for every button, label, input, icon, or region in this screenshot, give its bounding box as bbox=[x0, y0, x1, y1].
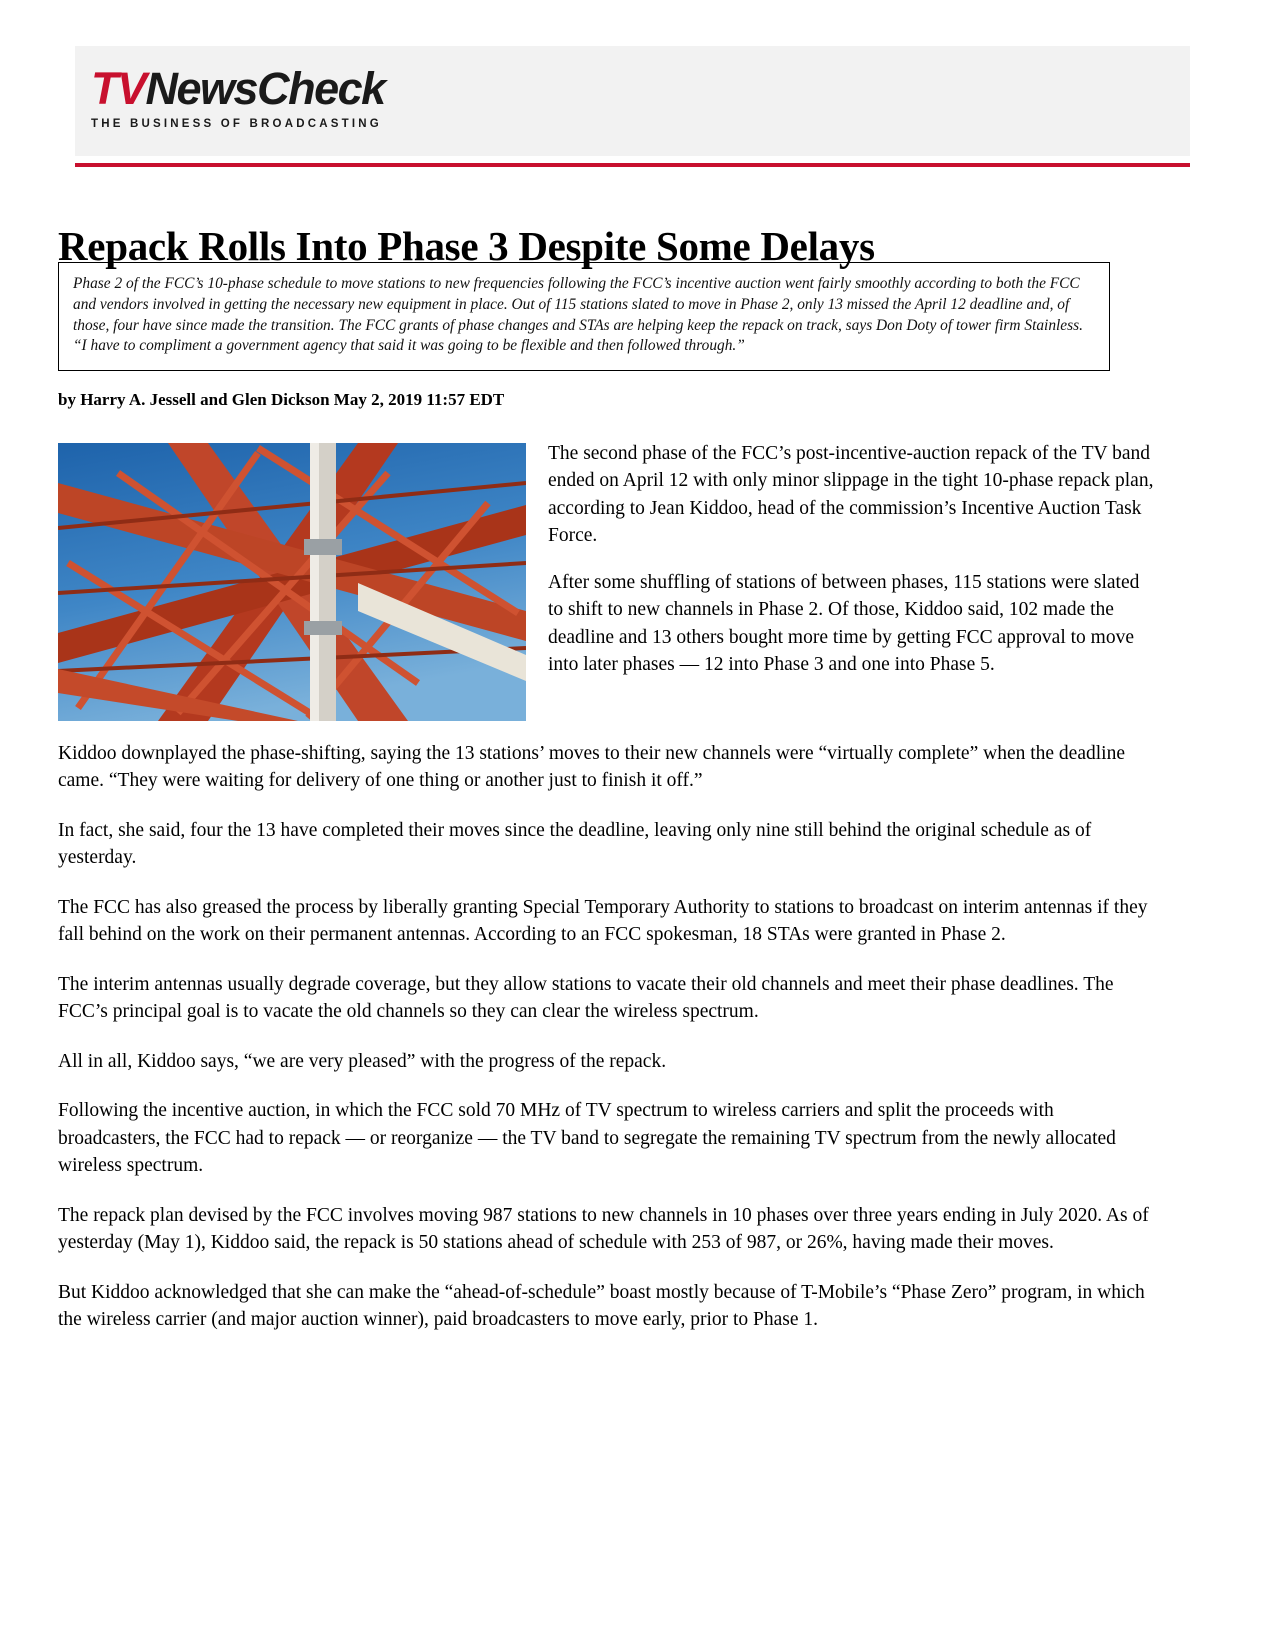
paragraph: All in all, Kiddoo says, “we are very pleased” with the progress of the repack. bbox=[58, 1050, 667, 1072]
article-body bbox=[58, 740, 1158, 1356]
article-body-top bbox=[548, 440, 1154, 698]
article-byline: by Harry A. Jessell and Glen Dickson May 2, 2019 11:57 EDT bbox=[58, 390, 505, 409]
article-deck-box bbox=[58, 262, 1110, 371]
paragraph: The FCC has also greased the process by liberally granting Special Temporary Authority to stations to broadcast on interim antennas if they fall behind on the work on their permanent antennas. According to an FCC spokesman, 18 STAs were granted in Phase 2. bbox=[58, 896, 1148, 946]
tower-photo-illustration bbox=[58, 443, 526, 721]
paragraph: The repack plan devised by the FCC involves moving 987 stations to new channels in 10 phases over three years ending in July 2020. As of yesterday (May 1), Kiddoo said, the repack is 50 stations ahead of schedule with 253 of 987, or 26%, having made their moves. bbox=[58, 1204, 1149, 1254]
masthead-divider bbox=[75, 163, 1190, 167]
logo-news-text: News bbox=[145, 63, 258, 114]
article-image bbox=[58, 443, 526, 721]
page-title: Repack Rolls Into Phase 3 Despite Some Delays bbox=[58, 223, 875, 270]
site-masthead bbox=[75, 46, 1190, 156]
logo-wordmark bbox=[91, 63, 421, 114]
site-tagline: THE BUSINESS OF BROADCASTING bbox=[91, 118, 382, 130]
paragraph: Following the incentive auction, in which the FCC sold 70 MHz of TV spectrum to wireless carriers and split the proceeds with broadcasters, the FCC had to repack — or reorganize — the TV band to segregate the remaining TV spectrum from the newly allocated wireless spectrum. bbox=[58, 1100, 1116, 1177]
paragraph: The interim antennas usually degrade coverage, but they allow stations to vacate their old channels and meet their phase deadlines. The FCC’s principal goal is to vacate the old channels so they can clear the wireless spectrum. bbox=[58, 973, 1114, 1023]
article-deck: Phase 2 of the FCC’s 10-phase schedule to move stations to new frequencies following the FCC’s incentive auction went fairly smoothly according to both the FCC and vendors involved in getting the necessary new equipment in place. Out of 115 stations slated to move in Phase 2, only 13 missed the April 12 deadline and, of those, four have since made the transition. The FCC grants of phase changes and STAs are helping keep the repack on track, says Don Doty of tower firm Stainless. “I have to compliment a government agency that said it was going to be flexible and then followed through.” bbox=[73, 275, 1083, 355]
site-logo[interactable] bbox=[91, 63, 421, 130]
logo-tv-text: TV bbox=[91, 63, 146, 114]
paragraph: Kiddoo downplayed the phase-shifting, saying the 13 stations’ moves to their new channels were “virtually complete” when the deadline came. “They were waiting for delivery of one thing or another just to finish it off.” bbox=[58, 743, 1125, 792]
paragraph: After some shuffling of stations of between phases, 115 stations were slated to shift to new channels in Phase 2. Of those, Kiddoo said, 102 made the deadline and 13 others bought more time by getting FCC approval to move into later phases — 12 into Phase 3 and one into Phase 5. bbox=[548, 571, 1140, 676]
logo-check-text: Check bbox=[257, 63, 385, 114]
paragraph: In fact, she said, four the 13 have completed their moves since the deadline, leaving only nine still behind the original schedule as of yesterday. bbox=[58, 819, 1092, 869]
paragraph: The second phase of the FCC’s post-incentive-auction repack of the TV band ended on April 12 with only minor slippage in the tight 10-phase repack plan, according to Jean Kiddoo, head of the commission’s Incentive Auction Task Force. bbox=[548, 443, 1154, 547]
paragraph: But Kiddoo acknowledged that she can make the “ahead-of-schedule” boast mostly because of T-Mobile’s “Phase Zero” program, in which the wireless carrier (and major auction winner), paid broadcasters to move early, prior to Phase 1. bbox=[58, 1281, 1145, 1331]
